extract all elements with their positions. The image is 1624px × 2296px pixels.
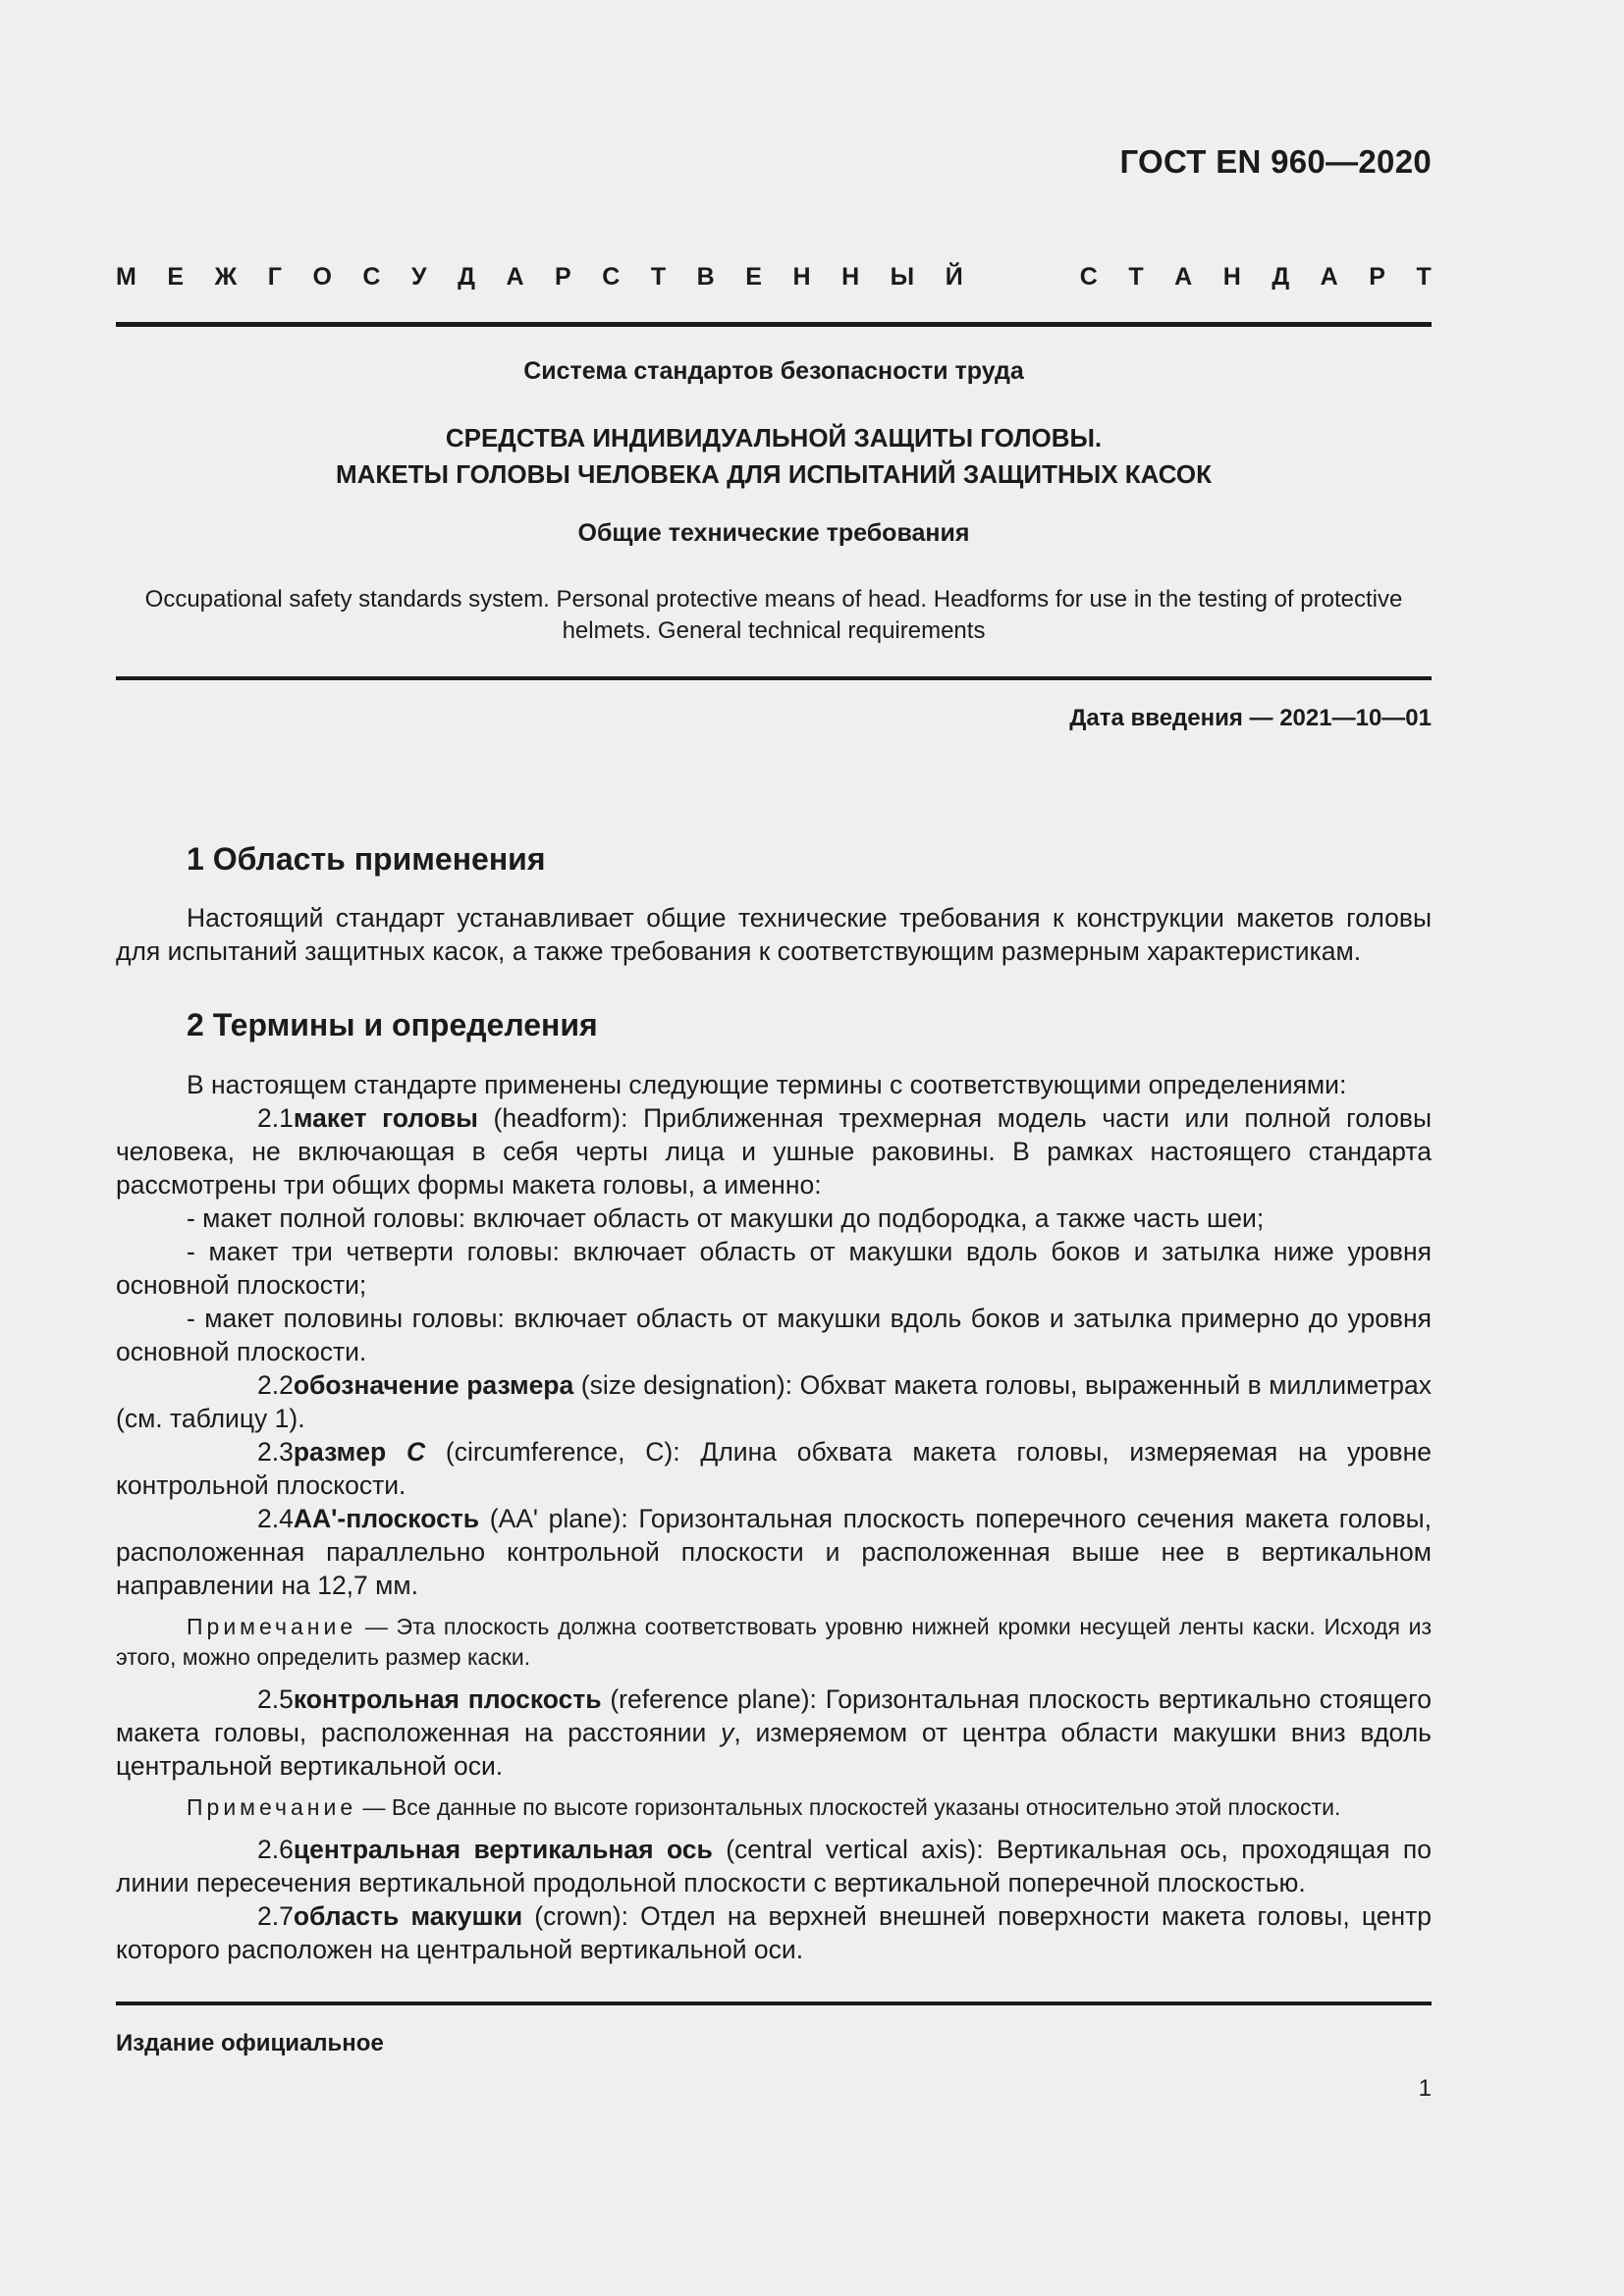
introduction-date: Дата введения — 2021—10—01 [1069, 705, 1432, 731]
banner-letter: С [1079, 263, 1098, 291]
note-1: Примечание — Эта плоскость должна соответствовать уровню нижней кромки несущей ленты каски. Исходя из этого, можно определить размер каски. [116, 1614, 1432, 1670]
subtitle: Общие технические требования [577, 519, 970, 547]
term-2-1-name: макет головы [293, 1103, 478, 1133]
list-item-half-head: - макет половины головы: включает область от макушки вдоль боков и затылка примерно до уровня основной плоскости. [116, 1304, 1432, 1366]
banner-letter: Т [650, 263, 667, 291]
section-1-heading: 1 Область применения [187, 841, 546, 877]
banner-letter: Т [1128, 263, 1144, 291]
banner-word-gap [994, 263, 1049, 292]
section-2-intro: В настоящем стандарте применены следующие термины с соответствующими определениями: [187, 1070, 1347, 1099]
term-2-6: 2.6центральная вертикальная ось (central vertical axis): Вертикальная ось, проходящая по линии пересечения вертикальной продольной плоскости с вертикальной поперечной плоскостью. [116, 1835, 1433, 1897]
section-2-heading: 2 Термины и определения [187, 1007, 598, 1042]
official-edition-label: Издание официальное [116, 2030, 384, 2056]
banner-letter: А [1320, 263, 1338, 291]
system-title: Система стандартов безопасности труда [523, 357, 1024, 385]
banner-letter: А [1174, 263, 1193, 291]
banner-letter: В [696, 263, 715, 291]
banner-letter: Р [555, 263, 571, 291]
term-2-7-name: область макушки [293, 1901, 523, 1931]
footer-rule [116, 2002, 1432, 2005]
banner-letter: Т [1416, 263, 1432, 291]
banner-letter: Ы [890, 263, 915, 291]
banner-letter: Н [841, 263, 860, 291]
term-2-3-name: размер C [293, 1437, 426, 1467]
page-number: 1 [1418, 2075, 1432, 2102]
main-title-line-1: СРЕДСТВА ИНДИВИДУАЛЬНОЙ ЗАЩИТЫ ГОЛОВЫ. [445, 423, 1103, 453]
term-2-1: 2.1макет головы (headform): Приближенная трехмерная модель части или полной головы человека, не включающая в себя черты лица и ушные раковины. В рамках настоящего стандарта рассмотрены три общих формы макета головы, а именно: [116, 1103, 1433, 1200]
term-2-2-name: обозначение размера [293, 1370, 574, 1400]
section-1-body [116, 901, 1432, 968]
top-rule [116, 322, 1432, 327]
banner-letter: Д [1272, 263, 1290, 291]
note-2: Примечание — Все данные по высоте горизонтальных плоскостей указаны относительно этой плоскости. [187, 1794, 1341, 1820]
banner-letter: Г [267, 263, 282, 291]
banner-letter: Н [792, 263, 811, 291]
banner-letter: У [411, 263, 427, 291]
main-title-line-2: МАКЕТЫ ГОЛОВЫ ЧЕЛОВЕКА ДЛЯ ИСПЫТАНИЙ ЗАЩИТНЫХ КАСОК [336, 459, 1212, 489]
banner-letter: Н [1222, 263, 1241, 291]
banner-letter: Е [745, 263, 762, 291]
term-2-4-name: АА'-плоскость [293, 1504, 480, 1533]
document-page [116, 0, 1432, 2296]
list-item-full-head: - макет полной головы: включает область от макушки до подбородка, а также часть шеи; [187, 1203, 1265, 1233]
term-2-3: 2.3размер C (circumference, C): Длина обхвата макета головы, измеряемая на уровне контрольной плоскости. [116, 1437, 1432, 1500]
term-2-4: 2.4АА'-плоскость (АА' plane): Горизонтальная плоскость поперечного сечения макета головы, расположенная параллельно контрольной плоскости и расположенная выше нее в вертикальном направлении на 12,7 мм. [116, 1504, 1432, 1600]
banner-letter: А [506, 263, 524, 291]
banner-letter: С [362, 263, 381, 291]
term-2-7: 2.7область макушки (crown): Отдел на верхней внешней поверхности макета головы, центр которого расположен на центральной вертикальной оси. [116, 1901, 1432, 1964]
banner-letter: О [312, 263, 332, 291]
banner-letter: Й [945, 263, 963, 291]
section-2-body [116, 1068, 1432, 1966]
list-item-three-quarter-head: - макет три четверти головы: включает область от макушки вдоль боков и затылка ниже уровня основной плоскости; [116, 1237, 1432, 1300]
title-rule [116, 676, 1432, 680]
banner-letter: Е [167, 263, 185, 291]
banner-letter: Ж [214, 263, 238, 291]
main-title [116, 420, 1432, 493]
term-2-5-name: контрольная плоскость [293, 1684, 602, 1714]
english-title: Occupational safety standards system. Personal protective means of head. Headforms for use in the testing of protective helmets. General technical requirements [144, 586, 1403, 644]
banner-letter: С [602, 263, 621, 291]
banner-letter: Д [458, 263, 475, 291]
banner-letter: М [116, 263, 136, 291]
term-2-5: 2.5контрольная плоскость (reference plane): Горизонтальная плоскость вертикально стоящего макета головы, расположенная на расстоянии y, измеряемом от центра области макушки вниз вдоль центральной вертикальной оси. [116, 1684, 1432, 1781]
term-2-2: 2.2обозначение размера (size designation): Обхват макета головы, выраженный в миллиметрах (см. таблицу 1). [116, 1370, 1432, 1433]
document-number: ГОСТ EN 960—2020 [1119, 143, 1432, 180]
banner-letter: Р [1369, 263, 1385, 291]
section-1-paragraph: Настоящий стандарт устанавливает общие технические требования к конструкции макетов головы для испытаний защитных касок, а также требования к соответствующим размерным характеристикам. [116, 903, 1432, 966]
term-2-6-name: центральная вертикальная ось [293, 1835, 713, 1864]
standard-type-banner [116, 263, 1432, 292]
